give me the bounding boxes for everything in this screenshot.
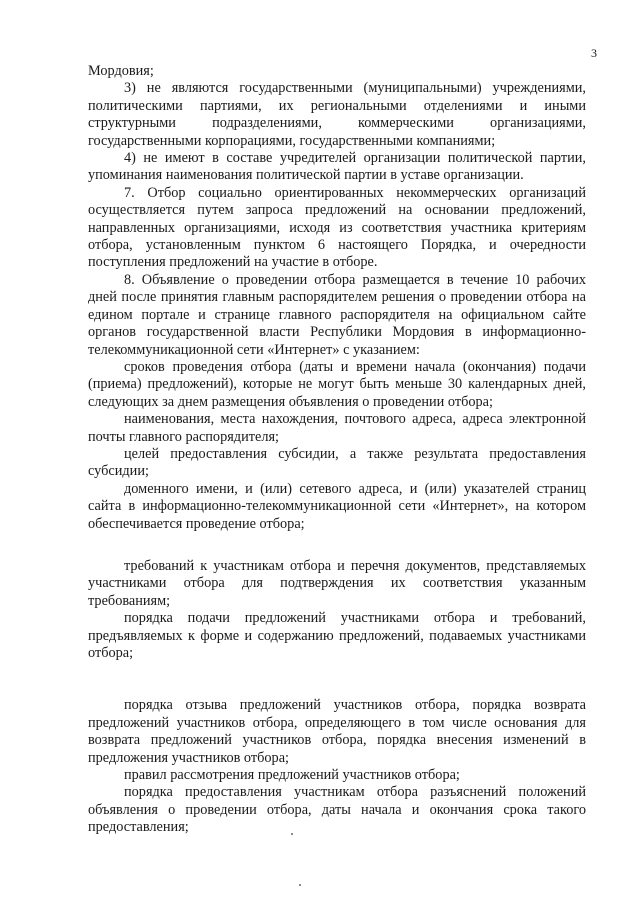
paragraph-item-4: 4) не имеют в составе учредителей организации политической партии, упоминания наименования политической партии в уставе организации. bbox=[88, 150, 586, 184]
paragraph-domain: доменного имени, и (или) сетевого адреса, и (или) указателей страниц сайта в информационно-телекоммуникационной сети «Интернет», на котором обеспечивается проведение отбора; bbox=[88, 480, 586, 532]
spacer bbox=[88, 533, 586, 558]
paragraph-withdrawal: порядка отзыва предложений участников отбора, порядка возврата предложений участников отбора, определяющего в том числе основания для возврата предложений участников отбора, порядка внесения изменений в предложения участников отбора; bbox=[88, 697, 586, 766]
document-body bbox=[88, 63, 586, 837]
spacer bbox=[88, 662, 586, 697]
paragraph-requirements: требований к участникам отбора и перечня документов, представляемых участниками отбора для подтверждения их соответствия указанным требованиям; bbox=[88, 557, 586, 609]
paragraph-clarifications: порядка предоставления участникам отбора разъяснений положений объявления о проведении отбора, даты начала и окончания срока такого предоставления; bbox=[88, 784, 586, 836]
scan-speck bbox=[299, 884, 301, 886]
paragraph-names-addresses: наименования, места нахождения, почтового адреса, адреса электронной почты главного распорядителя; bbox=[88, 411, 586, 445]
paragraph-goals: целей предоставления субсидии, а также результата предоставления субсидии; bbox=[88, 445, 586, 480]
paragraph-terms: сроков проведения отбора (даты и времени начала (окончания) подачи (приема) предложений), которые не могут быть меньше 30 календарных дней, следующих за днем размещения объявления о проведении отбора; bbox=[88, 358, 586, 410]
page-number: 3 bbox=[591, 46, 597, 60]
paragraph-clause-8: 8. Объявление о проведении отбора размещается в течение 10 рабочих дней после принятия главным распорядителем решения о проведении отбора на едином портале и странице главного распорядителя на официальном сайте органов государственной власти Республики Мордовия в информационно-телекоммуникационной сети «Интернет» с указанием: bbox=[88, 271, 586, 358]
paragraph-item-3: 3) не являются государственными (муниципальными) учреждениями, политическими партиями, их региональными отделениями и иными структурными подразделениями, коммерческими организациями, государственными корпорациями, государственными компаниями; bbox=[88, 80, 586, 149]
paragraph-clause-7: 7. Отбор социально ориентированных некоммерческих организаций осуществляется путем запроса предложений на основании предложений, направленных организациями, исходя из соответствия участника критериям отбора, установленным пунктом 6 настоящего Порядка, и очередности поступления предложений на участие в отборе. bbox=[88, 184, 586, 271]
paragraph-submission: порядка подачи предложений участниками отбора и требований, предъявляемых к форме и содержанию предложений, подаваемых участниками отбора; bbox=[88, 610, 586, 661]
paragraph-continuation: Мордовия; bbox=[88, 63, 154, 79]
scan-speck bbox=[291, 833, 293, 835]
paragraph-review-rules: правил рассмотрения предложений участников отбора; bbox=[124, 767, 460, 784]
